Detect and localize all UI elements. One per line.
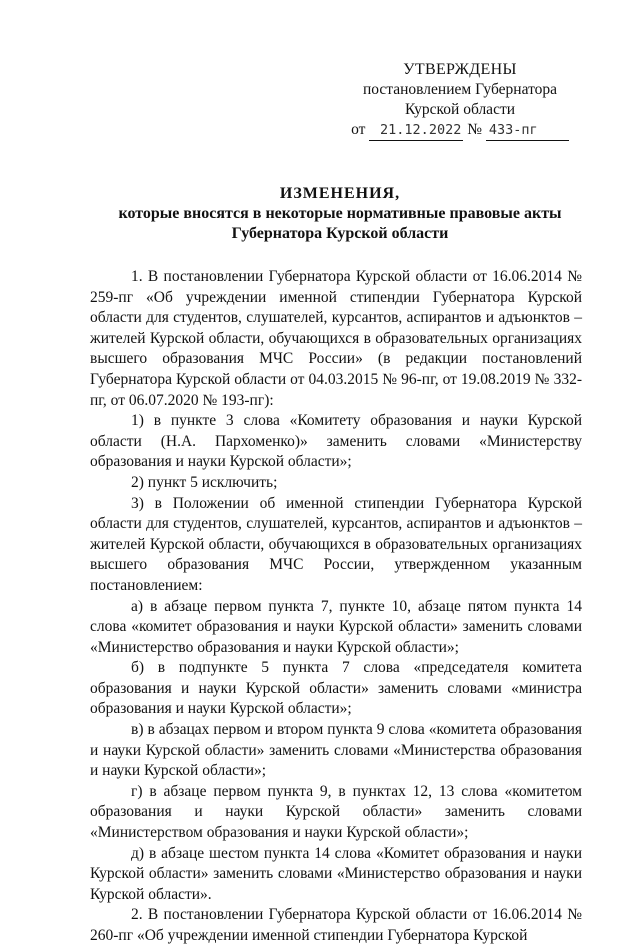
approval-line-1: постановлением Губернатора: [362, 81, 558, 98]
document-body: [90, 267, 582, 947]
number-prefix: №: [467, 121, 482, 138]
approval-block: [340, 60, 580, 141]
date-prefix: от: [351, 121, 366, 138]
approval-line-2: Курской области: [404, 101, 516, 118]
paragraph: б) в подпункте 5 пункта 7 слова «председателя комитета образования и науки Курской области» заменить словами «министра образования и науки Курской области»;: [90, 659, 582, 718]
document-title: ИЗМЕНЕНИЯ,: [279, 185, 401, 202]
paragraph: а) в абзаце первом пункта 7, пункте 10, абзаце пятом пункта 14 слова «комитет образования и науки Курской области» заменить словами «Министерство образования и науки Курской области»;: [90, 597, 582, 656]
document-title-block: [90, 184, 590, 244]
paragraph: 1. В постановлении Губернатора Курской области от 16.06.2014 № 259-пг «Об учреждении именной стипендии Губернатора Курской области для студентов, слушателей, курсантов, аспирантов и адъюнктов – жителей Курской области, обучающихся в образовательных организациях высшего образования МЧС России» (в редакции постановлений Губернатора Курской области от 04.03.2015 № 96-пг, от 19.08.2019 № 332-пг, от 06.07.2020 № 193-пг):: [90, 268, 582, 409]
approval-date-line: [340, 120, 580, 141]
paragraph: 1) в пункте 3 слова «Комитету образования и науки Курской области (Н.А. Пархоменко)» заменить словами «Министерству образования и науки Курской области»;: [90, 412, 582, 471]
approval-number: 433-пг: [486, 120, 569, 141]
paragraph: 2) пункт 5 исключить;: [131, 473, 278, 491]
document-subtitle-1: которые вносятся в некоторые нормативные правовые акты: [118, 205, 562, 222]
paragraph: г) в абзаце первом пункта 9, в пунктах 12, 13 слова «комитетом образования и науки Курской области» заменить словами «Министерством образования и науки Курской области»;: [90, 782, 582, 842]
approval-date: 21.12.2022: [369, 120, 463, 141]
paragraph: 2. В постановлении Губернатора Курской области от 16.06.2014 № 260-пг «Об учреждении именной стипендии Губернатора Курской: [90, 906, 582, 944]
paragraph: в) в абзацах первом и втором пункта 9 слова «комитета образования и науки Курской области» заменить словами «Министерства образования и науки Курской области»;: [90, 721, 582, 780]
document-subtitle-2: Губернатора Курской области: [231, 225, 449, 242]
paragraph: 3) в Положении об именной стипендии Губернатора Курской области для студентов, слушателей, курсантов, аспирантов и адъюнктов – жителей Курской области, обучающихся в образовательных организациях высшего образования МЧС России, утвержденном указанным постановлением:: [90, 494, 582, 594]
paragraph: д) в абзаце шестом пункта 14 слова «Комитет образования и науки Курской области» заменить словами «Министерство образования и науки Курской области».: [90, 844, 582, 903]
approval-title: УТВЕРЖДЕНЫ: [403, 61, 517, 78]
